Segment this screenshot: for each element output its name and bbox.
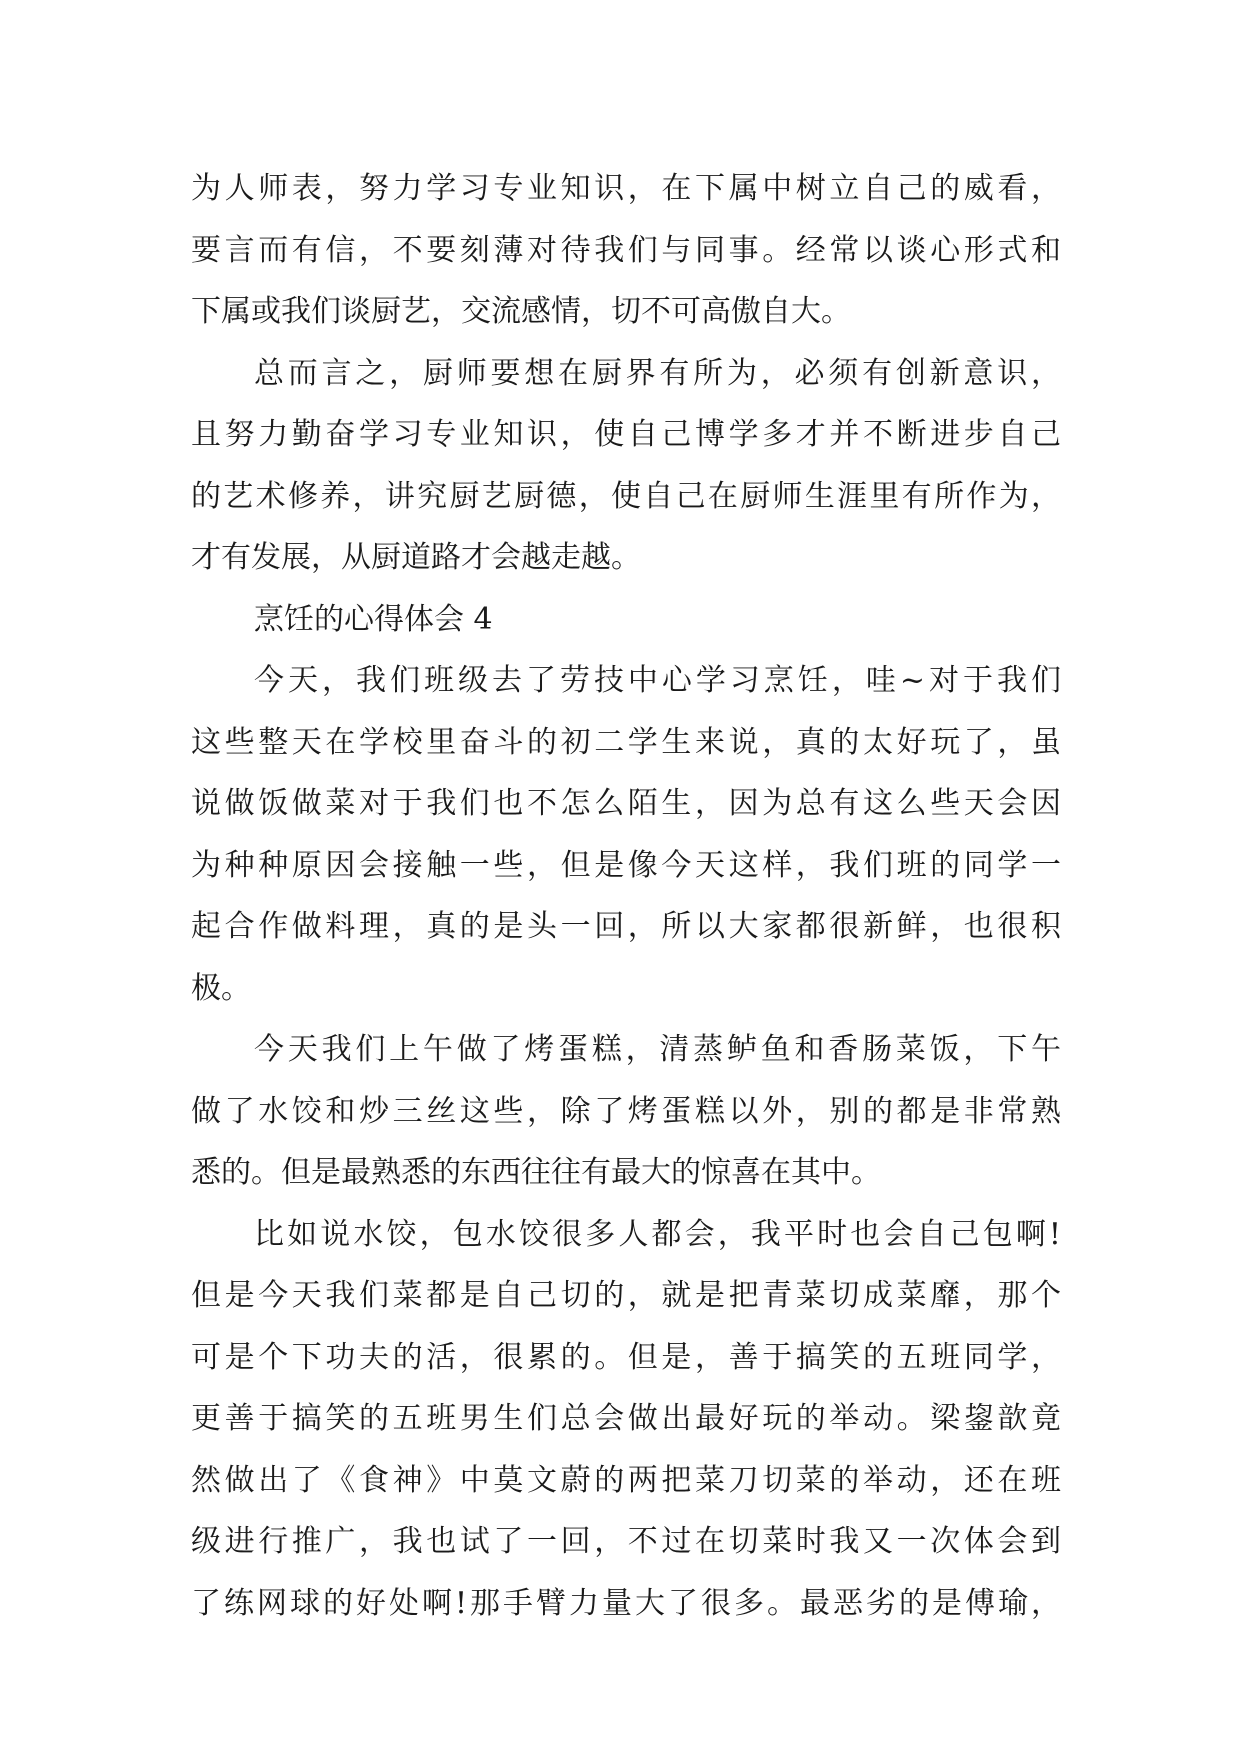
text-line: 为种种原因会接触一些，但是像今天这样，我们班的同学一 bbox=[191, 847, 1061, 883]
text-line: 然做出了《食神》中莫文蔚的两把菜刀切菜的举动，还在班 bbox=[191, 1462, 1061, 1498]
text-line: 悉的。但是最熟悉的东西往往有最大的惊喜在其中。 bbox=[191, 1155, 881, 1190]
text-line: 可是个下功夫的活，很累的。但是，善于搞笑的五班同学， bbox=[191, 1339, 1061, 1375]
text-line: 才有发展，从厨道路才会越走越。 bbox=[191, 540, 641, 575]
text-line: 说做饭做菜对于我们也不怎么陌生，因为总有这么些天会因 bbox=[191, 786, 1061, 821]
text-line: 今天我们上午做了烤蛋糕，清蒸鲈鱼和香肠菜饭，下午 bbox=[254, 1032, 1061, 1067]
text-line: 更善于搞笑的五班男生们总会做出最好玩的举动。梁鋆歆竟 bbox=[191, 1401, 1061, 1436]
text-line: 但是今天我们菜都是自己切的，就是把青菜切成菜靡，那个 bbox=[191, 1278, 1061, 1313]
text-line: 为人师表，努力学习专业知识，在下属中树立自己的威看， bbox=[191, 171, 1061, 206]
section-heading: 烹饪的心得体会 4 bbox=[254, 601, 493, 637]
text-line: 这些整天在学校里奋斗的初二学生来说，真的太好玩了，虽 bbox=[191, 724, 1061, 760]
text-line: 且努力勤奋学习专业知识，使自己博学多才并不断进步自己 bbox=[191, 417, 1061, 452]
text-line: 极。 bbox=[191, 970, 251, 1006]
text-line: 总而言之，厨师要想在厨界有所为，必须有创新意识， bbox=[254, 355, 1061, 391]
text-line: 比如说水饺，包水饺很多人都会，我平时也会自己包啊! bbox=[254, 1216, 1061, 1252]
text-line: 要言而有信，不要刻薄对待我们与同事。经常以谈心形式和 bbox=[191, 232, 1061, 268]
text-line: 做了水饺和炒三丝这些，除了烤蛋糕以外，别的都是非常熟 bbox=[191, 1093, 1061, 1129]
document-body bbox=[191, 158, 1061, 1634]
text-line: 的艺术修养，讲究厨艺厨德，使自己在厨师生涯里有所作为， bbox=[191, 478, 1061, 514]
text-line: 今天，我们班级去了劳技中心学习烹饪，哇~对于我们 bbox=[254, 663, 1061, 698]
text-line: 级进行推广，我也试了一回，不过在切菜时我又一次体会到 bbox=[191, 1524, 1061, 1559]
text-line: 了练网球的好处啊!那手臂力量大了很多。最恶劣的是傅瑜， bbox=[191, 1585, 1061, 1621]
text-line: 下属或我们谈厨艺，交流感情，切不可高傲自大。 bbox=[191, 294, 851, 329]
text-line: 起合作做料理，真的是头一回，所以大家都很新鲜，也很积 bbox=[191, 909, 1061, 944]
